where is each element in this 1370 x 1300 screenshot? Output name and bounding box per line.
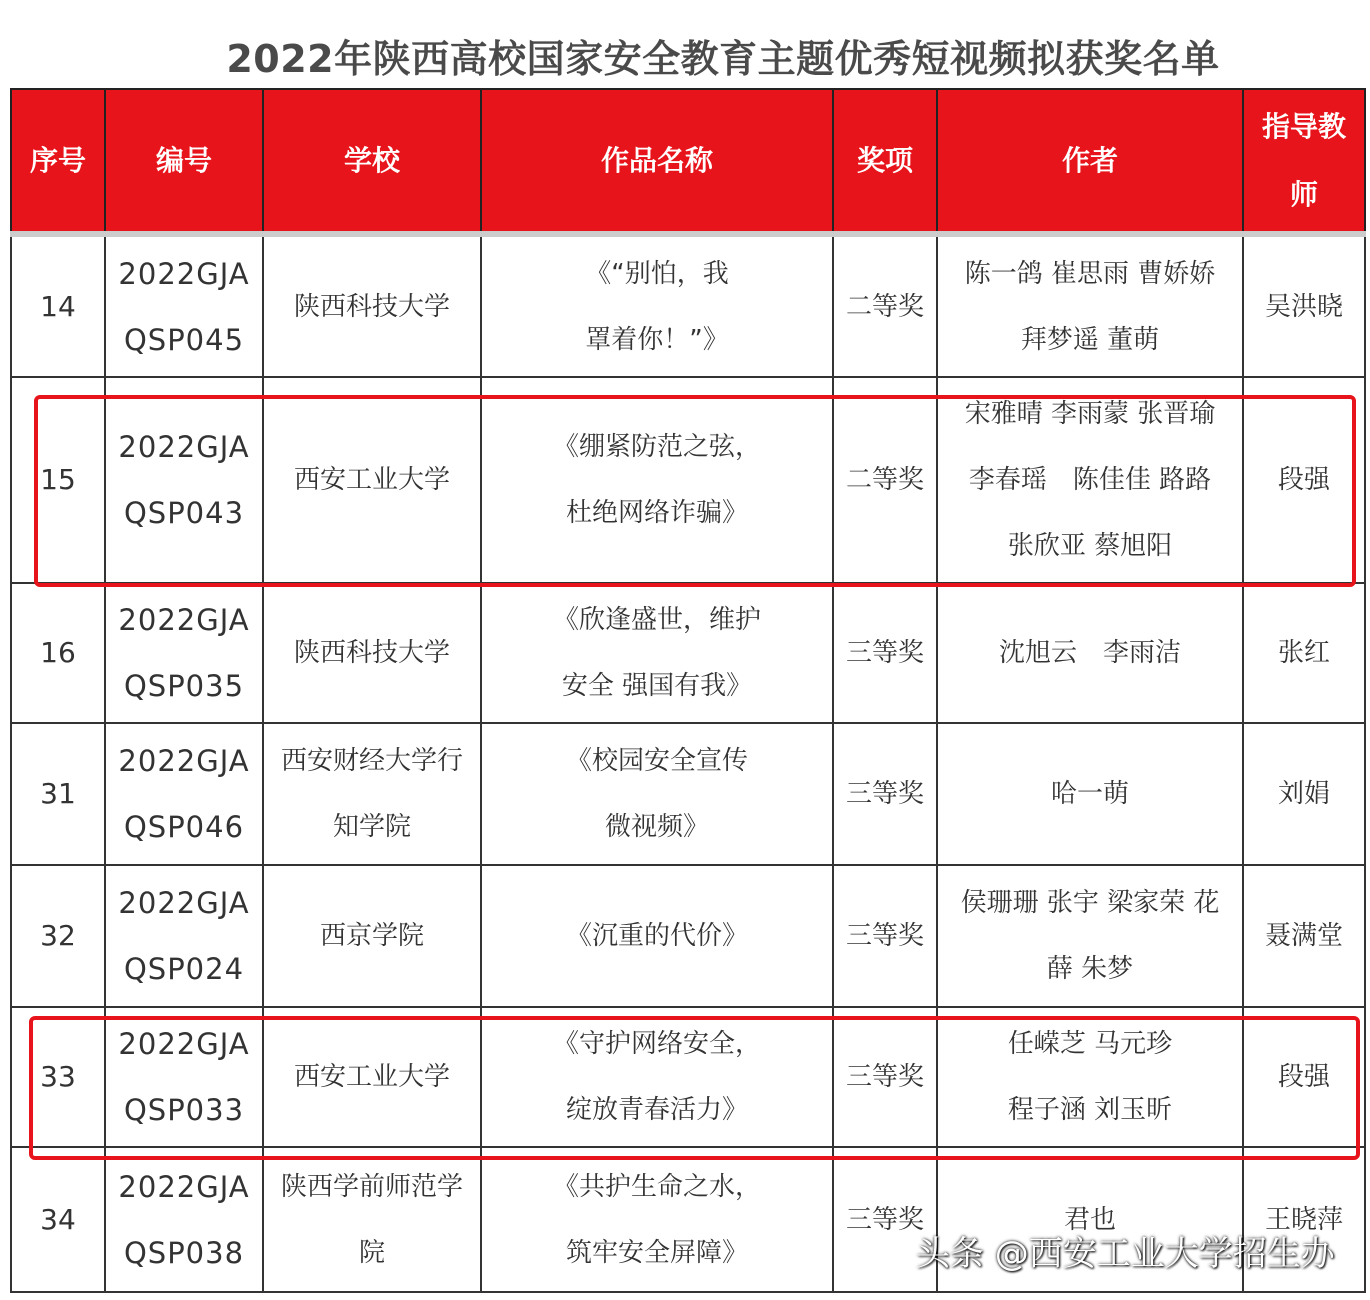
cell-authors	[937, 865, 1243, 1007]
cell-code-line: 2022GJA	[118, 1169, 250, 1204]
table-row	[11, 234, 1365, 377]
cell-school-line: 陕西科技大学	[293, 638, 450, 668]
cell-award: 三等奖	[833, 583, 937, 723]
cell-advisor: 聂满堂	[1243, 865, 1365, 1007]
cell-school	[263, 723, 481, 865]
cell-code-line: 2022GJA	[118, 430, 250, 464]
header-school: 学校	[263, 89, 481, 234]
table-row	[11, 723, 1365, 865]
cell-advisor: 刘娟	[1243, 723, 1365, 865]
cell-authors	[937, 723, 1243, 865]
cell-work-line: 《沉重的代价》	[565, 921, 748, 951]
cell-school-line: 西安工业大学	[293, 1062, 450, 1092]
header-author: 作者	[937, 89, 1243, 234]
cell-work-line: 微视频》	[604, 812, 709, 842]
cell-code-line: 2022GJA	[118, 744, 250, 778]
cell-school-line: 西京学院	[319, 921, 424, 951]
cell-work-line: 罩着你！”》	[585, 324, 729, 355]
cell-authors-line: 沈旭云 李雨洁	[998, 638, 1181, 668]
cell-code-line: QSP046	[123, 810, 245, 844]
cell-index: 16	[11, 583, 105, 723]
cell-authors	[937, 583, 1243, 723]
cell-work	[481, 1147, 833, 1292]
cell-code	[105, 1147, 263, 1292]
cell-advisor: 吴洪晓	[1243, 234, 1365, 377]
cell-work-line: 《守护网络安全，	[552, 1029, 761, 1059]
cell-index: 15	[11, 377, 105, 583]
cell-code	[105, 234, 263, 377]
cell-work	[481, 377, 833, 583]
cell-code-line: QSP038	[123, 1235, 245, 1270]
cell-work-line: 《“别怕，我	[585, 258, 729, 289]
table-row	[11, 583, 1365, 723]
watermark: 头条 @西安工业大学招生办	[916, 1234, 1335, 1274]
cell-school-line: 西安工业大学	[293, 465, 450, 495]
header-work: 作品名称	[481, 89, 833, 234]
cell-school	[263, 1147, 481, 1292]
cell-code-line: 2022GJA	[118, 1027, 250, 1061]
cell-code-line: 2022GJA	[118, 603, 250, 637]
cell-award: 三等奖	[833, 1147, 937, 1292]
cell-index: 34	[11, 1147, 105, 1292]
cell-authors-line: 哈一萌	[1050, 779, 1129, 809]
cell-authors	[937, 1007, 1243, 1147]
table-row	[11, 865, 1365, 1007]
cell-school-line: 陕西学前师范学	[280, 1171, 463, 1202]
table-header-row	[11, 89, 1365, 234]
cell-code	[105, 377, 263, 583]
cell-work	[481, 1007, 833, 1147]
cell-authors	[937, 234, 1243, 377]
cell-index: 33	[11, 1007, 105, 1147]
cell-code-line: QSP045	[123, 322, 245, 357]
header-award: 奖项	[833, 89, 937, 234]
cell-award: 三等奖	[833, 723, 937, 865]
cell-authors-line: 薛 朱梦	[1046, 954, 1134, 984]
cell-advisor: 张红	[1243, 583, 1365, 723]
cell-authors-line: 宋雅晴 李雨蒙 张晋瑜	[964, 399, 1216, 429]
header-advisor-line2: 师	[1289, 177, 1318, 211]
header-advisor-line1: 指导教	[1261, 109, 1346, 143]
cell-code	[105, 865, 263, 1007]
cell-work-line: 筑牢安全屏障》	[565, 1237, 748, 1268]
cell-code-line: 2022GJA	[118, 886, 250, 920]
cell-work-line: 杜绝网络诈骗》	[565, 498, 748, 528]
header-index: 序号	[11, 89, 105, 234]
cell-authors-line: 任嵘芝 马元珍	[1007, 1029, 1173, 1059]
cell-authors-line: 陈一鸽 崔思雨 曹娇娇	[964, 258, 1216, 289]
awards-table	[10, 88, 1366, 1293]
header-code: 编号	[105, 89, 263, 234]
cell-authors-line: 君也	[1063, 1204, 1116, 1235]
cell-school	[263, 377, 481, 583]
cell-work-line: 《校园安全宣传	[565, 746, 748, 776]
cell-authors-line: 李春瑶 陈佳佳 路路	[968, 465, 1212, 495]
header-advisor	[1243, 89, 1365, 234]
cell-advisor: 段强	[1243, 1007, 1365, 1147]
cell-advisor: 段强	[1243, 377, 1365, 583]
cell-work	[481, 865, 833, 1007]
cell-school	[263, 583, 481, 723]
cell-index: 32	[11, 865, 105, 1007]
cell-authors-line: 侯珊珊 张宇 梁家荣 花	[960, 888, 1220, 918]
cell-index: 14	[11, 234, 105, 377]
cell-code	[105, 1007, 263, 1147]
cell-school	[263, 1007, 481, 1147]
cell-work	[481, 583, 833, 723]
table-row	[11, 377, 1365, 583]
cell-work-line: 《共护生命之水，	[552, 1171, 761, 1202]
cell-work	[481, 234, 833, 377]
cell-school-line: 知学院	[332, 812, 411, 842]
cell-award: 二等奖	[833, 234, 937, 377]
cell-authors-line: 张欣亚 蔡旭阳	[1007, 531, 1173, 561]
cell-advisor: 王晓萍	[1243, 1147, 1365, 1292]
cell-school-line: 陕西科技大学	[293, 291, 450, 322]
cell-code-line: QSP024	[123, 952, 245, 986]
cell-work-line: 安全 强国有我》	[561, 671, 753, 701]
cell-code-line: 2022GJA	[118, 256, 250, 291]
page-title: 2022年陕西高校国家安全教育主题优秀短视频拟获奖名单	[226, 37, 1220, 81]
cell-code-line: QSP033	[123, 1093, 245, 1127]
cell-work-line: 《欣逢盛世，维护	[552, 605, 761, 635]
cell-work-line: 绽放青春活力》	[565, 1095, 748, 1125]
cell-school-line: 院	[358, 1237, 385, 1268]
cell-school	[263, 865, 481, 1007]
cell-award: 三等奖	[833, 1007, 937, 1147]
cell-index: 31	[11, 723, 105, 865]
cell-code-line: QSP035	[123, 669, 245, 703]
cell-award: 三等奖	[833, 865, 937, 1007]
cell-work	[481, 723, 833, 865]
cell-code	[105, 723, 263, 865]
cell-award: 二等奖	[833, 377, 937, 583]
cell-code	[105, 583, 263, 723]
cell-authors-line: 程子涵 刘玉昕	[1007, 1095, 1173, 1125]
cell-authors	[937, 377, 1243, 583]
cell-work-line: 《绷紧防范之弦，	[552, 432, 761, 462]
cell-authors-line: 拜梦遥 董萌	[1020, 324, 1160, 355]
cell-school-line: 西安财经大学行	[280, 746, 463, 776]
table-row	[11, 1007, 1365, 1147]
cell-school	[263, 234, 481, 377]
cell-code-line: QSP043	[123, 496, 245, 530]
